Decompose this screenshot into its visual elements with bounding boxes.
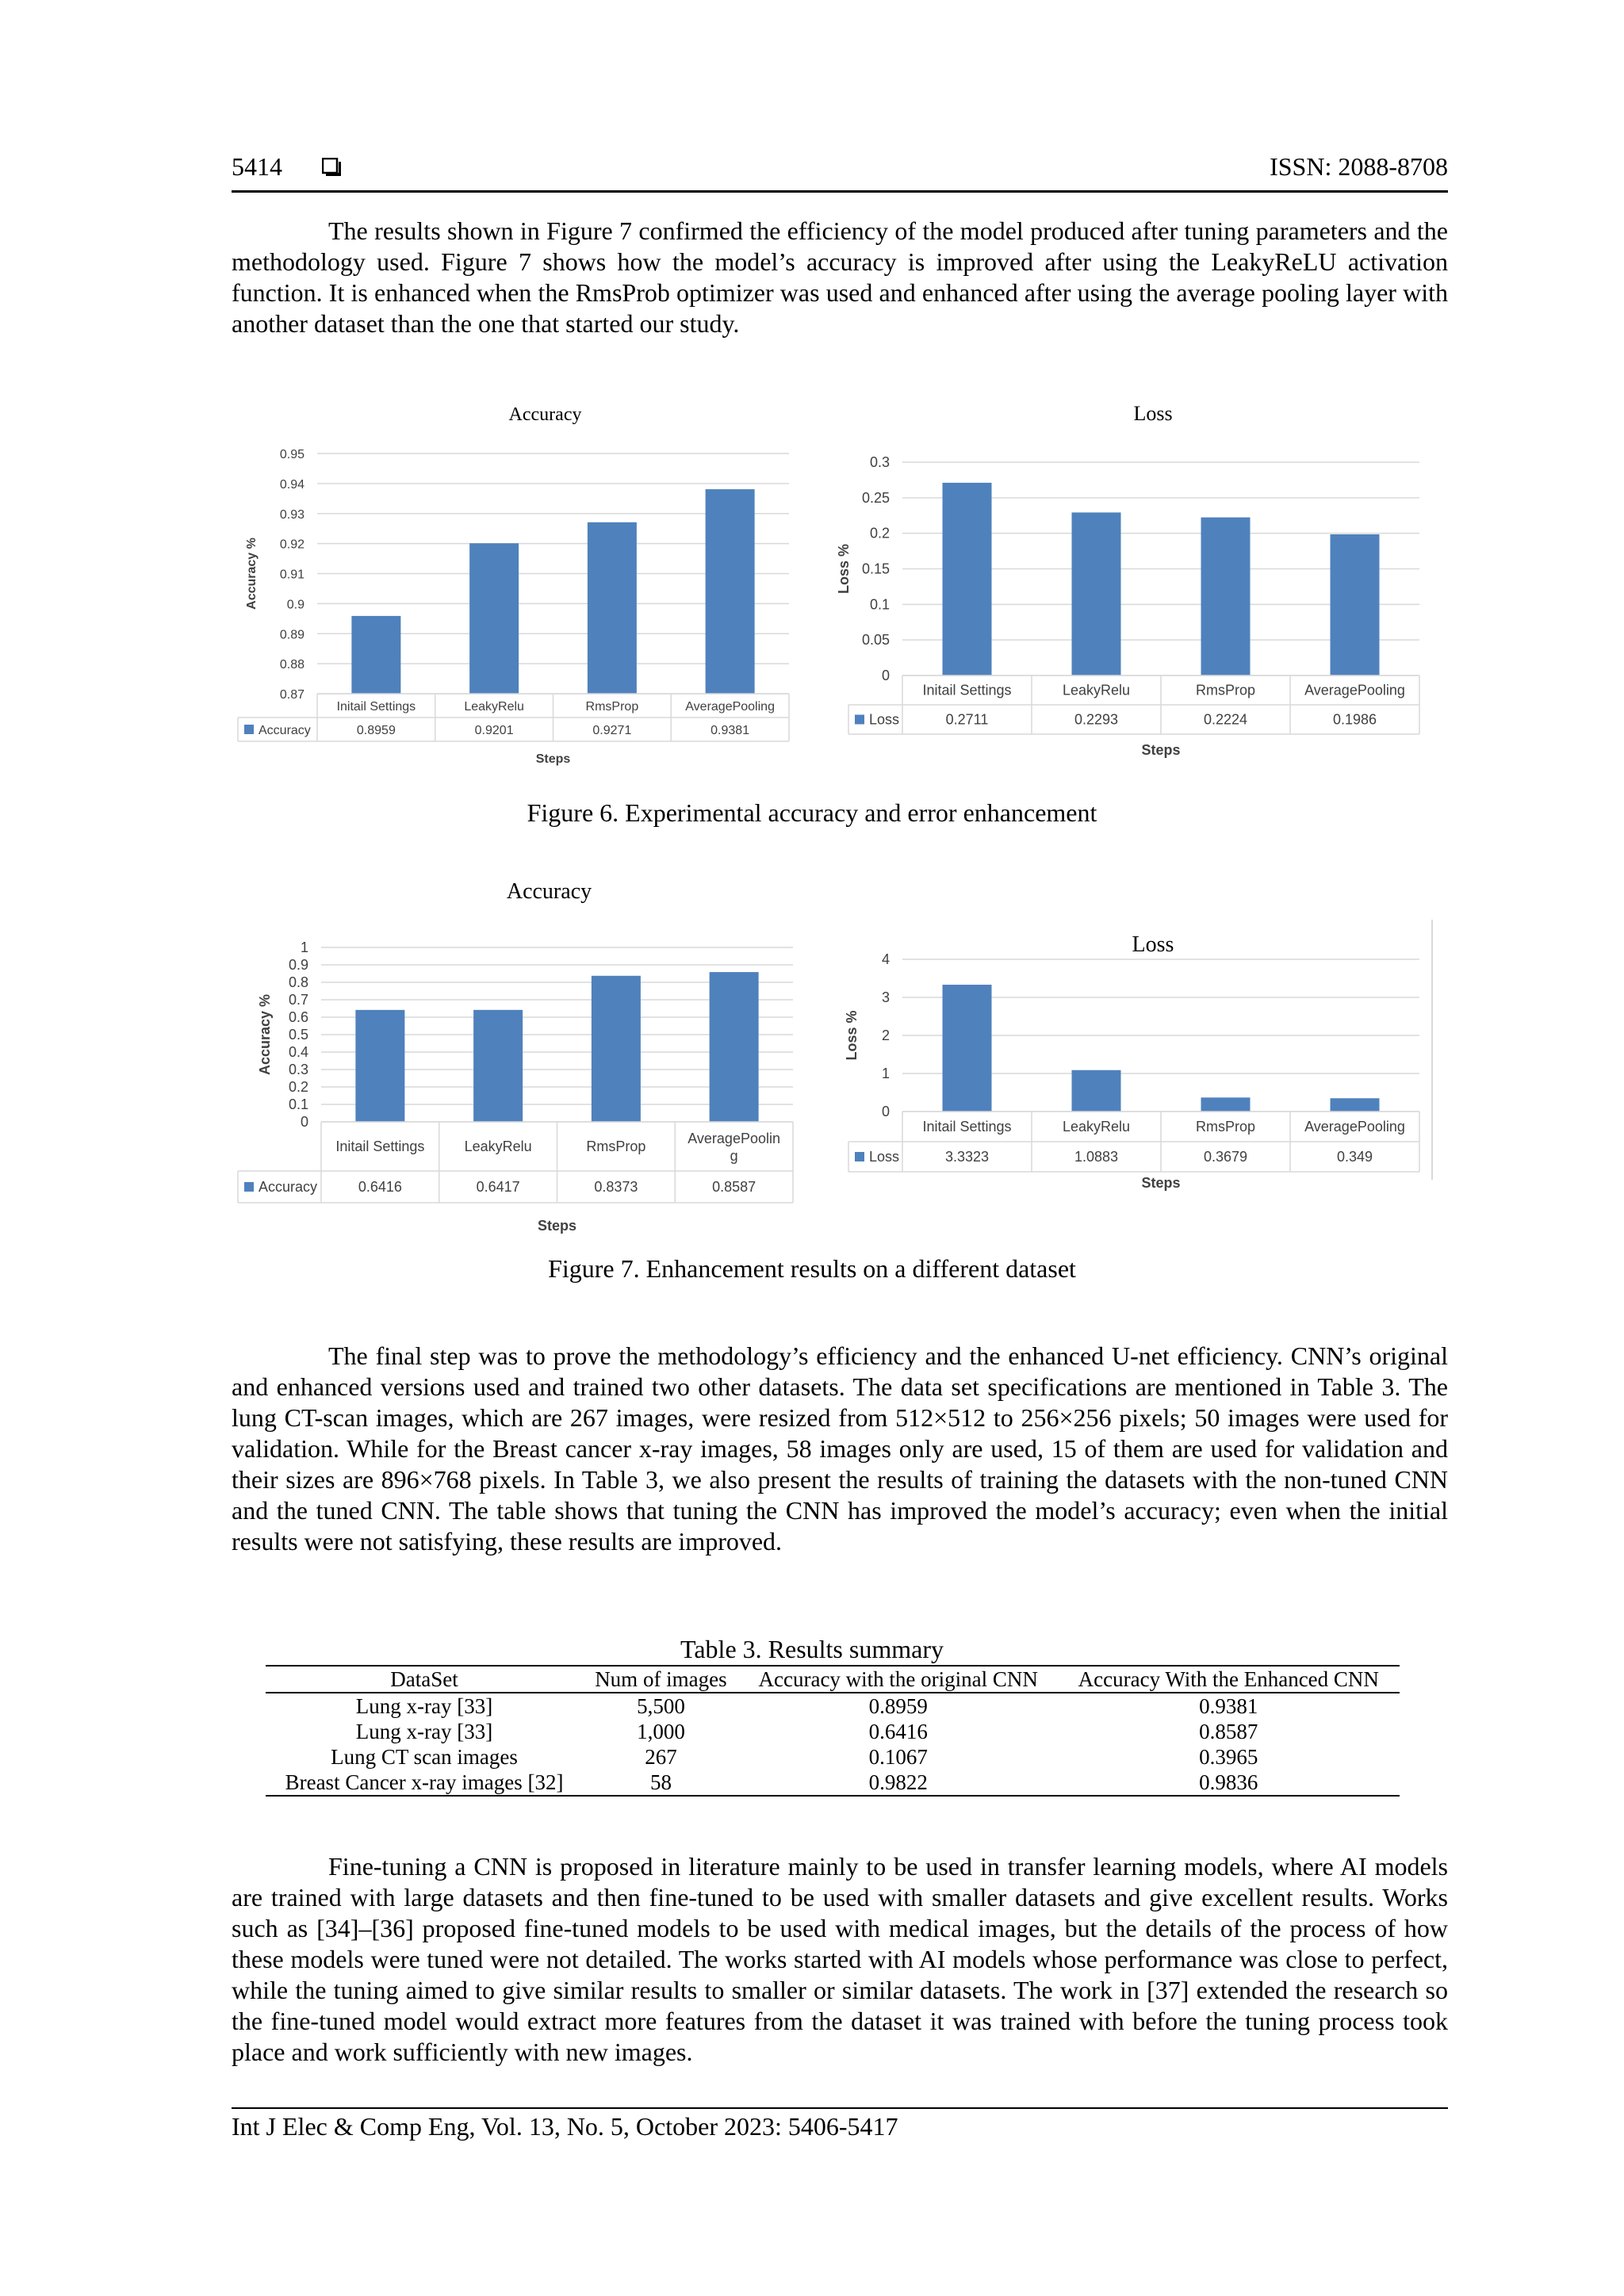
category-label: AveragePooling [1304,1119,1405,1135]
fig6-accuracy-svg [230,396,801,777]
table-cell: 58 [583,1770,739,1796]
y-tick-label: 0.7 [288,992,308,1008]
footer-text: Int J Elec & Comp Eng, Vol. 13, No. 5, October 2023: 5406-5417 [232,2112,898,2141]
bar [1072,512,1121,675]
category-label: RmsProp [585,700,639,714]
bar [592,976,641,1122]
x-axis-label: Steps [535,752,571,766]
y-axis-label: Loss % [844,1010,860,1061]
y-tick-label: 4 [881,951,890,967]
data-label: 0.8373 [594,1179,638,1195]
category-label: LeakyRelu [464,700,524,714]
y-tick-label: 0.93 [279,507,304,522]
y-tick-label: 0.15 [861,561,890,577]
bar [473,1010,523,1122]
table-cell: Lung x-ray [33] [355,1720,493,1743]
square-box-icon [322,158,341,177]
table-header: Accuracy With the Enhanced CNN [1058,1666,1400,1693]
bar [1201,1097,1251,1112]
paragraph-2-text: The final step was to prove the methodology’s efficiency and the enhanced U-net efficiency. CNN’s original and enhanced versions used and trained two other datasets. The data set specifications are mentioned in Table 3. The lung CT-scan images, which are 267 images, were resized from 512×512 to 256×256 pixels; 50 images were used for validation. While for the Breast cancer x-ray images, 58 images only are used, 15 of them are used for validation and their sizes are 896×768 pixels. In Table 3, we also present the results of training the datasets with the non-tuned CNN and the tuned CNN. The table shows that tuning the CNN has improved the model’s accuracy; even when the initial results were not satisfying, these results are improved. [232,1341,1448,1556]
bar [1331,534,1380,675]
y-tick-label: 1 [300,939,308,955]
category-label: RmsProp [1195,682,1256,698]
results-table [266,1665,1400,1797]
y-axis-label: Accuracy % [245,538,259,610]
data-label: 0.3679 [1203,1149,1248,1165]
category-label: LeakyRelu [1062,682,1131,698]
data-label: 0.6417 [476,1179,520,1195]
legend-swatch [244,1182,254,1192]
y-tick-label: 0.05 [861,632,890,649]
y-tick-label: 0.91 [279,568,304,582]
x-axis-label: Steps [537,1218,577,1234]
data-label: 0.2711 [945,711,989,728]
legend-label: Loss [869,1149,900,1165]
x-axis-label: Steps [1141,742,1181,758]
table-row [266,1719,1400,1744]
fig7-accuracy-svg [230,876,801,1241]
table-cell: Lung CT scan images [331,1745,518,1769]
y-tick-label: 0 [300,1114,308,1130]
y-tick-label: 0.94 [279,477,304,492]
issn: ISSN: 2088-8708 [1270,152,1448,181]
paragraph-2 [232,1341,1448,1557]
y-axis-label: Accuracy % [257,993,273,1076]
y-tick-label: 0.89 [279,628,304,642]
table-cell: 0.8587 [1199,1720,1258,1743]
y-tick-label: 0.1 [869,596,890,613]
y-tick-label: 0.2 [288,1079,308,1095]
table-cell: 0.8959 [868,1694,928,1718]
bar [351,616,400,694]
y-tick-label: 1 [881,1066,890,1081]
y-tick-label: 0.1 [288,1096,308,1112]
y-tick-label: 0 [881,1104,890,1119]
bar [1201,518,1251,675]
data-label: 3.3323 [944,1149,990,1165]
bar [943,985,992,1112]
table-cell: Lung x-ray [33] [355,1694,493,1718]
paragraph-3 [232,1851,1448,2068]
y-tick-label: 0 [881,668,890,683]
legend-label: Loss [869,711,900,728]
y-tick-label: 0.95 [279,448,304,461]
fig7-loss-chart [833,920,1435,1197]
footer-rule [232,2107,1448,2109]
table-3-title: Table 3. Results summary [680,1635,944,1663]
category-label: Initail Settings [922,1119,1012,1135]
data-label: 0.6416 [358,1179,402,1195]
data-label: 1.0883 [1074,1149,1119,1165]
bar [469,543,519,694]
y-tick-label: 0.2 [869,525,890,541]
table-row [266,1744,1400,1770]
category-label: LeakyRelu [1062,1119,1131,1135]
category-label: RmsProp [586,1138,646,1154]
fig6-loss-chart [833,396,1435,777]
y-tick-label: 0.8 [288,974,308,990]
category-label: Initail Settings [336,700,416,714]
chart-title: Loss [1133,402,1173,425]
chart-title: Accuracy [508,404,582,425]
table-cell: 0.9381 [1199,1694,1258,1718]
y-tick-label: 2 [881,1027,890,1043]
y-tick-label: 0.92 [279,538,304,552]
fig7-loss-svg [833,920,1435,1197]
y-tick-label: 0.9 [286,598,304,612]
table-cell: 0.1067 [868,1745,928,1769]
data-label: 0.2293 [1074,711,1119,728]
paragraph-3-text: Fine-tuning a CNN is proposed in literature mainly to be used in transfer learning models, where AI models are trained with large datasets and then fine-tuned to be used with smaller datasets and give excellent results. Works such as [34]–[36] proposed fine-tuned models to be used with medical images, but the details of the process of how these models were tuned were not detailed. The works started with AI models whose performance was close to perfect, while the tuning aimed to give similar results to smaller or similar datasets. The work in [37] extended the research so the fine-tuned model would extract more features from the dataset it was trained with before the tuning process took place and work sufficiently with new images. [232,1852,1448,2066]
table-cell: 0.6416 [868,1720,928,1743]
y-tick-label: 0.88 [279,658,304,672]
data-label: 0.2224 [1203,711,1248,728]
page-number: 5414 [232,152,282,181]
fig7-accuracy-chart [230,876,801,1241]
table-cell: 5,500 [637,1694,685,1718]
table-cell: Breast Cancer x-ray images [32] [266,1770,583,1796]
legend-swatch [244,725,254,734]
table-row [266,1770,1400,1796]
table-cell: 0.9836 [1058,1770,1400,1796]
y-tick-label: 0.3 [288,1062,308,1077]
table-header: DataSet [266,1666,583,1693]
category-label: Initail Settings [922,682,1012,698]
table-cell: 1,000 [637,1720,685,1743]
table-cell: 267 [645,1745,677,1769]
category-label: g [730,1148,738,1164]
category-label: RmsProp [1195,1119,1256,1135]
paragraph-1 [232,216,1448,339]
x-axis-label: Steps [1141,1175,1181,1191]
bar [706,489,755,694]
page-header-left [232,152,341,182]
data-label: 0.8587 [712,1179,756,1195]
fig6-loss-svg [833,396,1435,777]
legend-swatch [855,1152,864,1161]
data-label: 0.8959 [356,724,396,737]
data-label: 0.1986 [1332,711,1377,728]
y-tick-label: 3 [881,989,890,1005]
table-row [266,1693,1400,1719]
table-cell: 0.9822 [739,1770,1058,1796]
table-header: Accuracy with the original CNN [739,1666,1058,1693]
legend-swatch [855,715,864,725]
bar [1331,1098,1380,1112]
paragraph-1-text: The results shown in Figure 7 confirmed the efficiency of the model produced after tuning parameters and the methodology used. Figure 7 shows how the model’s accuracy is improved after using the LeakyReLU activation function. It is enhanced when the RmsProb optimizer was used and enhanced after using the average pooling layer with another dataset than the one that started our study. [232,216,1448,338]
bar [710,972,759,1122]
data-label: 0.9201 [474,724,514,737]
y-tick-label: 0.3 [869,454,890,470]
chart-title: Accuracy [506,879,592,904]
legend-label: Accuracy [259,724,311,737]
table-cell: 0.3965 [1199,1745,1258,1769]
figure-7-caption: Figure 7. Enhancement results on a different dataset [548,1254,1076,1283]
y-tick-label: 0.25 [861,489,890,506]
legend-label: Accuracy [259,1179,318,1195]
bar [588,522,637,694]
category-label: Initail Settings [335,1138,425,1154]
fig6-accuracy-chart [230,396,801,777]
y-tick-label: 0.6 [288,1009,308,1025]
data-label: 0.9381 [710,724,750,737]
bar [943,483,992,675]
y-tick-label: 0.4 [288,1044,308,1060]
chart-title: Loss [1132,932,1174,957]
y-tick-label: 0.87 [279,688,304,702]
category-label: AveragePooling [1304,682,1405,698]
header-rule [232,190,1448,193]
category-label: AveragePoolin [688,1131,781,1146]
data-label: 0.9271 [592,724,632,737]
data-label: 0.349 [1336,1149,1373,1165]
y-axis-label: Loss % [836,543,852,595]
figure-6-caption: Figure 6. Experimental accuracy and error enhancement [527,798,1097,827]
category-label: LeakyRelu [464,1138,532,1154]
bar [355,1010,404,1122]
table-header-row [266,1666,1400,1693]
table-header: Num of images [583,1666,739,1693]
y-tick-label: 0.5 [288,1027,308,1043]
bar [1072,1070,1121,1112]
y-tick-label: 0.9 [288,957,308,973]
category-label: AveragePooling [685,700,775,714]
